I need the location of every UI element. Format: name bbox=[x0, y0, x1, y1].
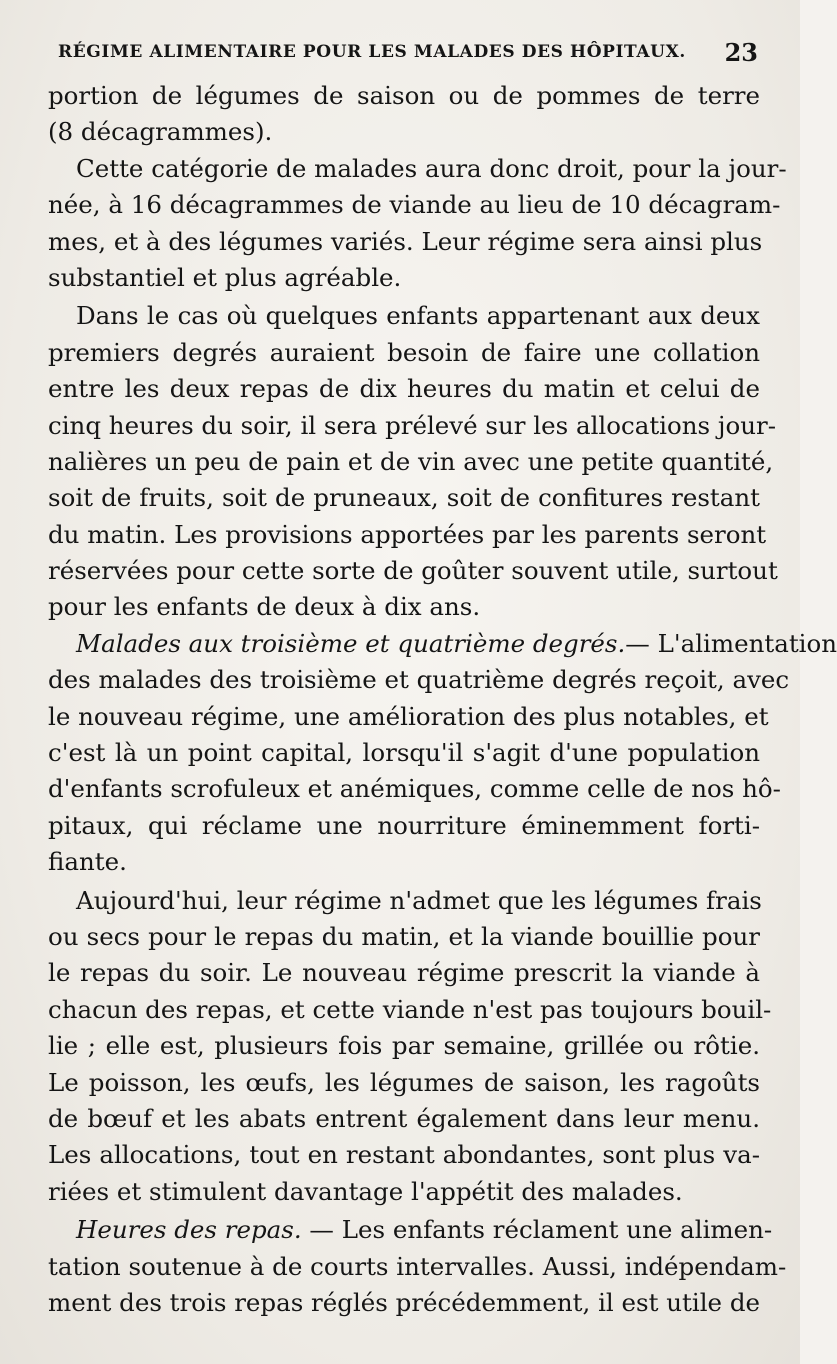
running-title: RÉGIME ALIMENTAIRE POUR LES MALADES DES HÔPITAUX. bbox=[58, 42, 686, 62]
text-line: ment des trois repas réglés précédemment, il est utile de bbox=[48, 1287, 761, 1317]
text-line: Aujourd'hui, leur régime n'admet que les légumes frais bbox=[76, 885, 762, 915]
text-line: Les allocations, tout en restant abondantes, sont plus va- bbox=[48, 1140, 760, 1170]
text-line: Cette catégorie de malades aura donc droit, pour la jour- bbox=[76, 153, 787, 183]
text-run: — L'alimentation bbox=[625, 628, 837, 658]
text-line: lie ; elle est, plusieurs fois par semaine, grillée ou rôtie. bbox=[48, 1031, 760, 1061]
text-line: substantiel et plus agréable. bbox=[48, 262, 402, 292]
text-line: née, à 16 décagrammes de viande au lieu de 10 décagram- bbox=[48, 190, 781, 220]
body-text bbox=[48, 78, 837, 1321]
text-line: réservées pour cette sorte de goûter souvent utile, surtout bbox=[48, 556, 778, 586]
text-line: le repas du soir. Le nouveau régime prescrit la viande à bbox=[48, 958, 760, 988]
section-heading-line bbox=[48, 626, 837, 662]
section-heading-malades: Malades aux troisième et quatrième degrés. bbox=[76, 628, 626, 658]
text-line: cinq heures du soir, il sera prélevé sur les allocations jour- bbox=[48, 410, 777, 440]
page-number: 23 bbox=[724, 38, 758, 67]
text-run: — Les enfants réclament une alimen- bbox=[301, 1215, 773, 1245]
section-heading-heures: Heures des repas. bbox=[76, 1215, 302, 1245]
text-line: portion de légumes de saison ou de pommes de terre bbox=[48, 81, 760, 110]
text-line: ou secs pour le repas du matin, et la viande bouillie pour bbox=[48, 921, 760, 951]
running-head bbox=[58, 38, 758, 68]
text-line: pitaux, qui réclame une nourriture éminemment forti- bbox=[48, 810, 760, 840]
section-heading-line bbox=[48, 1212, 773, 1248]
text-line: Dans le cas où quelques enfants appartenant aux deux bbox=[76, 301, 760, 331]
text-line: d'enfants scrofuleux et anémiques, comme celle de nos hô- bbox=[48, 774, 781, 804]
text-line: (8 décagrammes). bbox=[48, 117, 273, 147]
text-line: pour les enfants de deux à dix ans. bbox=[48, 592, 481, 622]
text-line: chacun des repas, et cette viande n'est pas toujours bouil- bbox=[48, 994, 772, 1024]
text-line: entre les deux repas de dix heures du matin et celui de bbox=[48, 374, 760, 404]
text-line: le nouveau régime, une amélioration des plus notables, et bbox=[48, 701, 769, 731]
text-line: Le poisson, les œufs, les légumes de saison, les ragoûts bbox=[48, 1067, 760, 1097]
text-line: de bœuf et les abats entrent également dans leur menu. bbox=[48, 1103, 760, 1133]
text-line: premiers degrés auraient besoin de faire une collation bbox=[48, 337, 760, 367]
text-line: tation soutenue à de courts intervalles. Aussi, indépendam- bbox=[48, 1251, 787, 1281]
text-line: nalières un peu de pain et de vin avec une petite quantité, bbox=[48, 446, 774, 476]
text-line: du matin. Les provisions apportées par les parents seront bbox=[48, 519, 767, 549]
text-line: c'est là un point capital, lorsqu'il s'agit d'une population bbox=[48, 738, 760, 768]
text-line: riées et stimulent davantage l'appétit des malades. bbox=[48, 1176, 683, 1206]
text-line: fiante. bbox=[48, 847, 127, 877]
text-line: des malades des troisième et quatrième degrés reçoit, avec bbox=[48, 665, 790, 695]
text-line: mes, et à des légumes variés. Leur régime sera ainsi plus bbox=[48, 226, 763, 256]
text-line: soit de fruits, soit de pruneaux, soit de confitures restant bbox=[48, 483, 760, 513]
